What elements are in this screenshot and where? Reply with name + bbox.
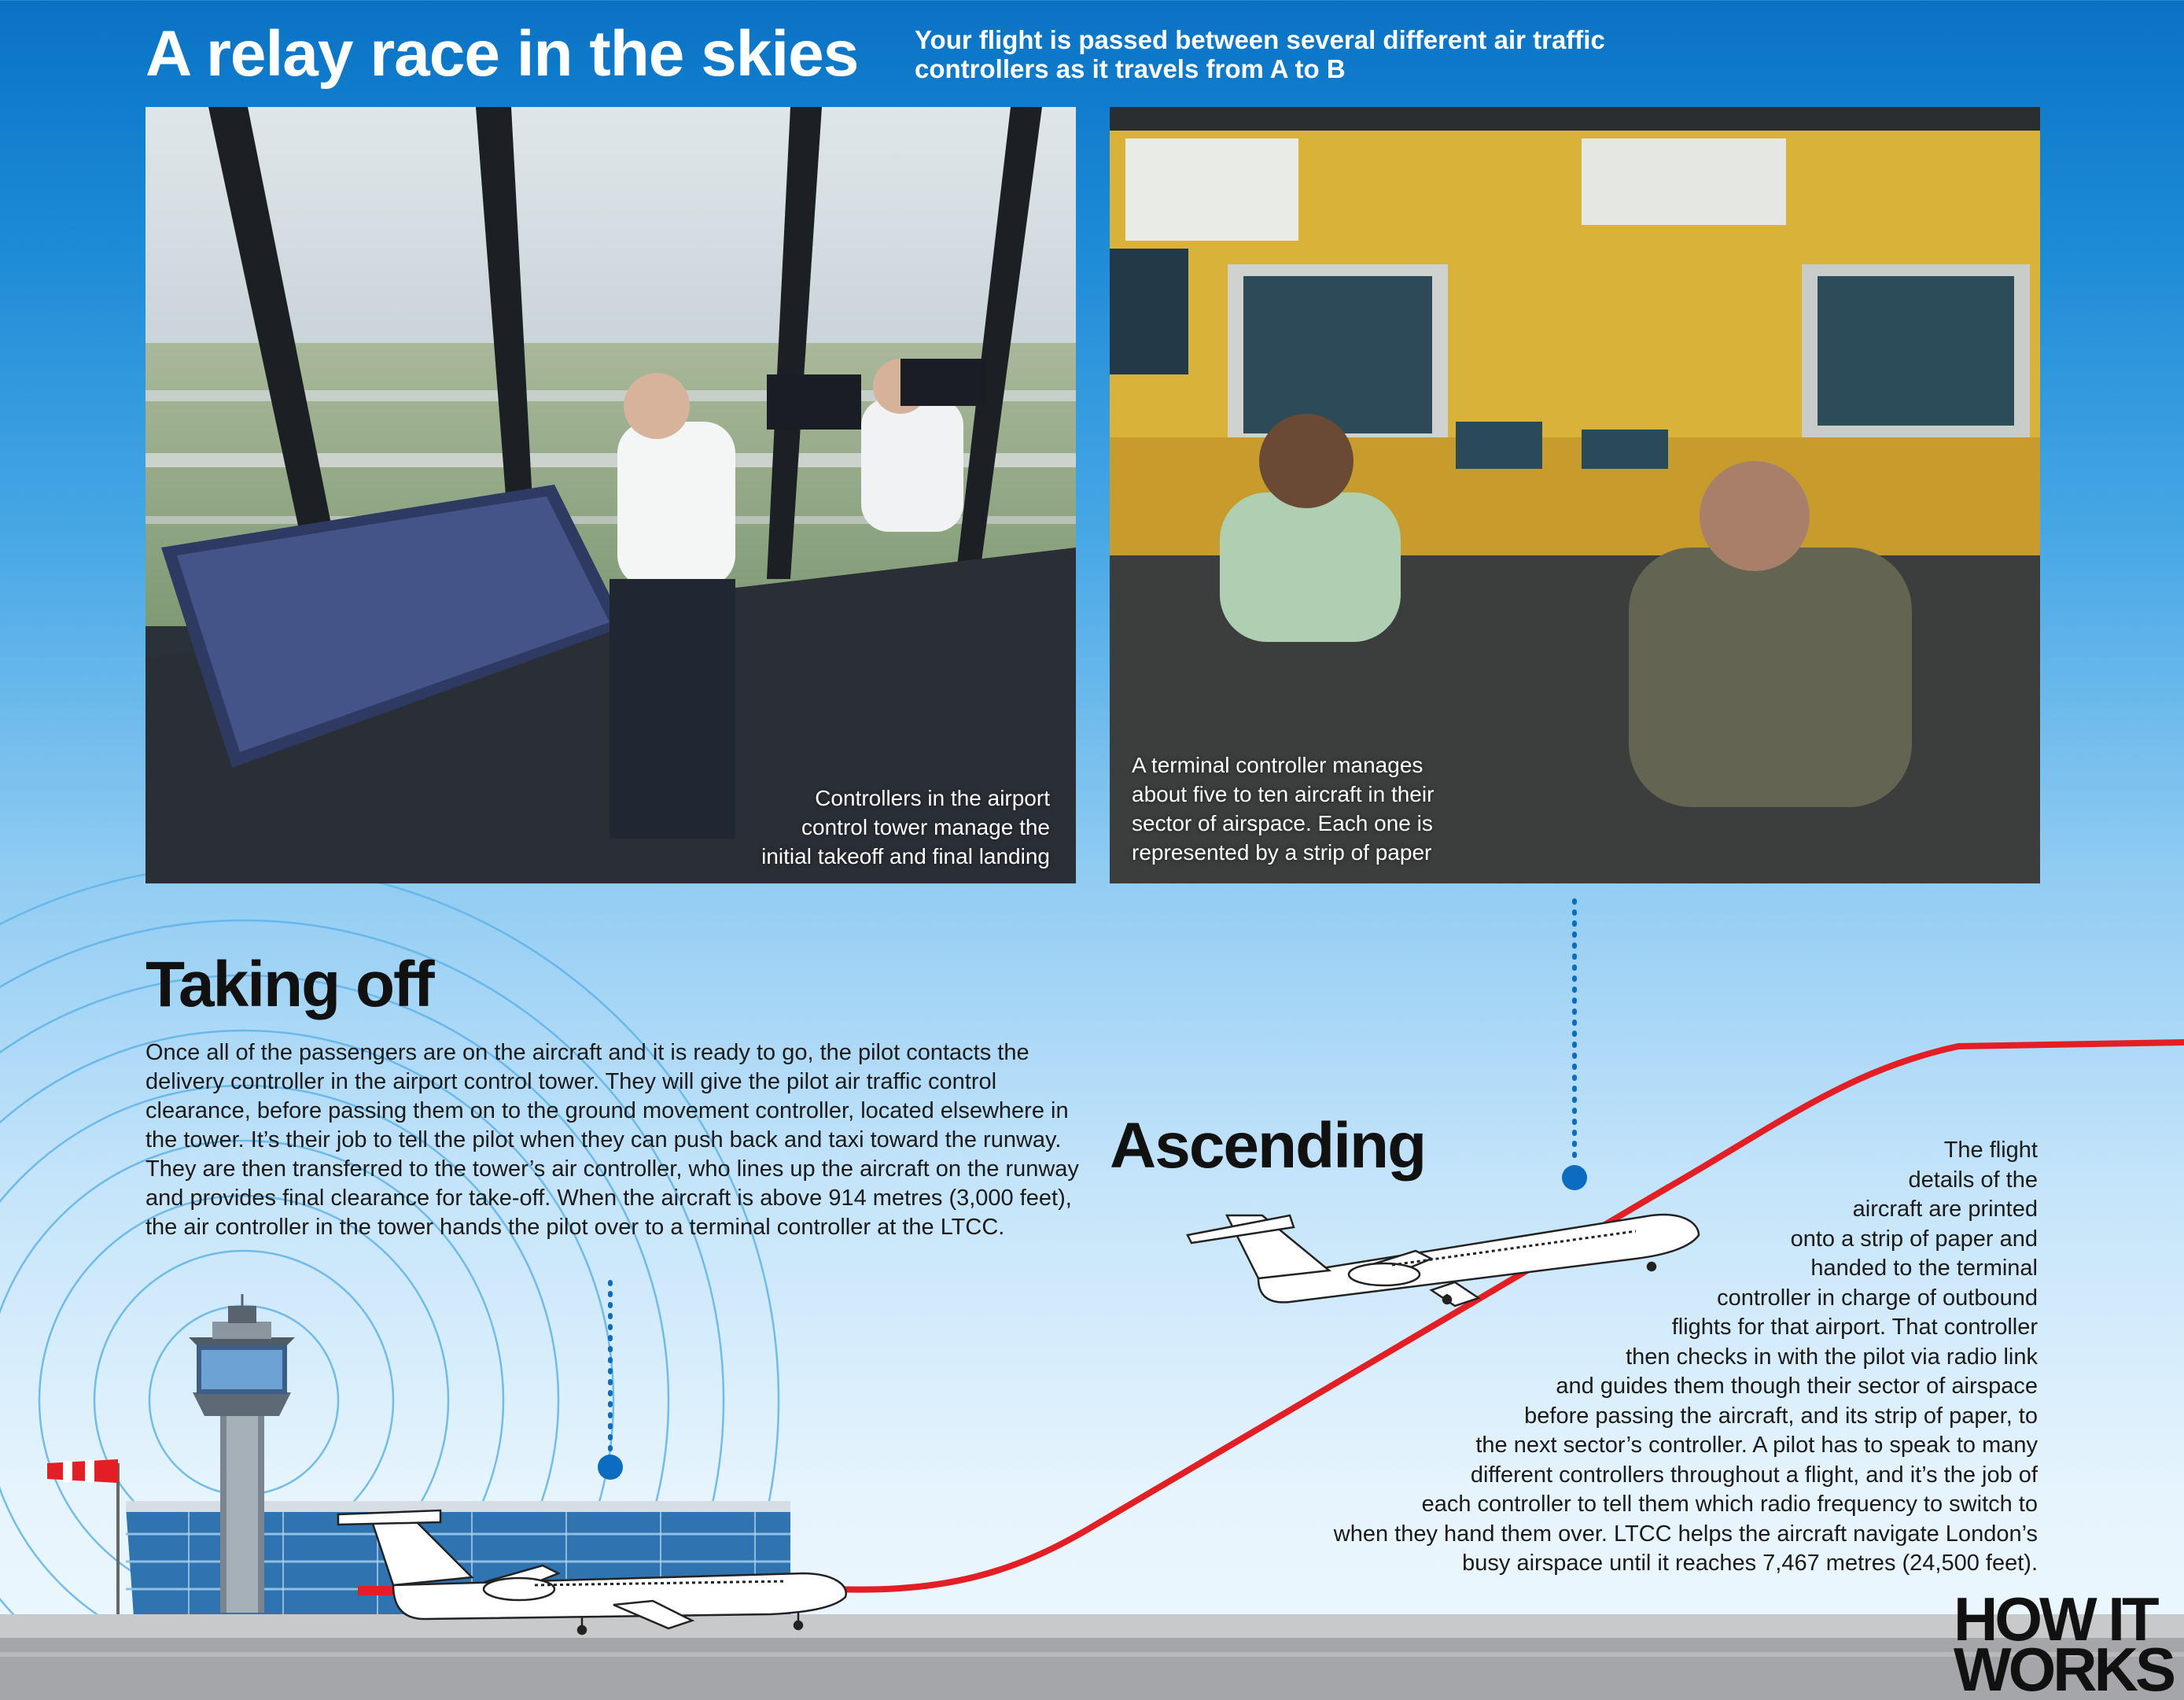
page-subtitle: Your flight is passed between several different air traffic controllers as it travels from A to B [915, 25, 1605, 83]
ascending-heading: Ascending [1110, 1110, 1426, 1182]
logo-line: HOW IT [1954, 1584, 2156, 1654]
ascending-line: details of the [1908, 1167, 2038, 1193]
taking-off-heading: Taking off [145, 949, 433, 1020]
taking-off-body: Once all of the passengers are on the aircraft and it is ready to go, the pilot contacts the delivery controller in the airport control tower. They will give the pilot air traffic control clearance, before passing them on to the ground movement controller, located elsewhere in the tower. It’s their job to tell the pilot when they can push back and taxi toward the runway. They are then transferred to the tower’s air controller, who lines up the aircraft on the runway and provides final clearance for take-off. When the aircraft is above 914 metres (3,000 feet), the air controller in the tower hands the pilot over to a terminal controller at the LTCC. [145, 1040, 1079, 1240]
ascending-line: before passing the aircraft, and its strip of paper, to [1524, 1403, 2038, 1429]
photo-caption-line: initial takeoff and final landing [761, 844, 1050, 868]
ascending-line: The flight [1943, 1138, 2038, 1163]
page-title: A relay race in the skies [145, 18, 859, 90]
ascending-line: controller in charge of outbound [1717, 1285, 2038, 1311]
photo-caption-line: control tower manage the [801, 815, 1050, 839]
ascending-line: the next sector’s controller. A pilot has to speak to many [1475, 1433, 2038, 1458]
ascending-line: and guides them though their sector of airspace [1556, 1374, 2038, 1399]
photo-caption-line: Controllers in the airport [815, 786, 1050, 810]
ascending-line: onto a strip of paper and [1790, 1226, 2038, 1252]
photo-caption-line: sector of airspace. Each one is [1132, 811, 1433, 835]
how-it-works-logo [1954, 1584, 2182, 1700]
ascending-line: when they hand them over. LTCC helps the aircraft navigate London’s [1333, 1521, 2038, 1547]
photo-caption-line: about five to ten aircraft in their [1132, 782, 1435, 806]
ascending-line: then checks in with the pilot via radio link [1626, 1344, 2038, 1370]
ascending-line: aircraft are printed [1852, 1197, 2038, 1222]
ascending-line: each controller to tell them which radio frequency to switch to [1421, 1492, 2038, 1517]
logo-line: WORKS [1954, 1635, 2173, 1700]
ascending-line: busy airspace until it reaches 7,467 metres (24,500 feet). [1462, 1551, 2038, 1576]
airliner-icon [1188, 1215, 1699, 1306]
photo-caption-line: represented by a strip of paper [1132, 840, 1432, 865]
ascending-line: different controllers throughout a flight, and it’s the job of [1470, 1462, 2038, 1488]
ascending-line: handed to the terminal [1810, 1256, 2038, 1281]
photo-caption-line: A terminal controller manages [1132, 753, 1423, 777]
ascending-line: flights for that airport. That controller [1671, 1315, 2038, 1340]
